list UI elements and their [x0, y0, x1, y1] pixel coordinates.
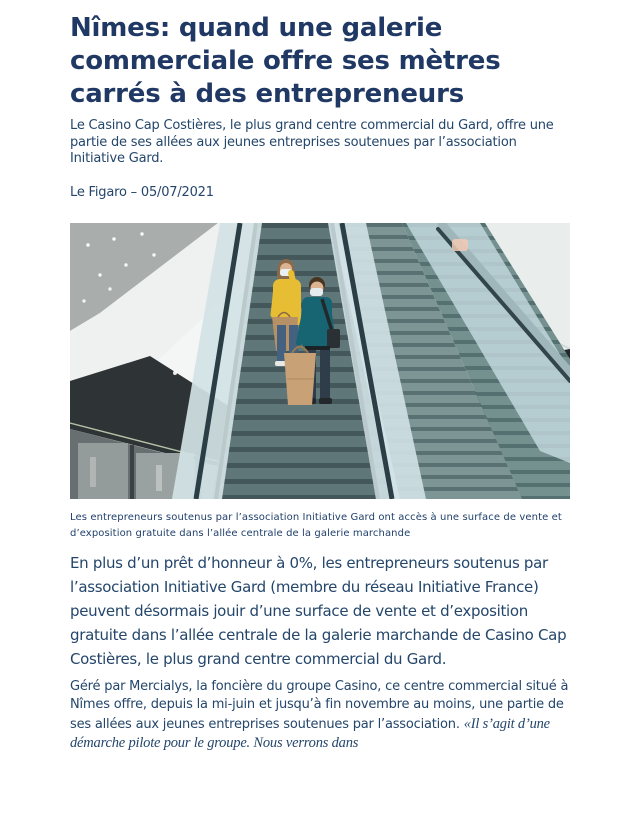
paragraph-lead: En plus d’un prêt d’honneur à 0%, les entrepreneurs soutenus par l’association Initiative Gard (membre du réseau Initiative France) peuvent désormais jouir d’une surface de vente et d’exposition gratuite dans l’allée centrale de la galerie marchande de Casino Cap Costières, le plus grand centre commercial du Gard. — [70, 553, 567, 668]
article-content — [70, 0, 570, 754]
article-byline: Le Figaro – 05/07/2021 — [70, 184, 214, 200]
paragraph-detail-text: Géré par Mercialys, la foncière du groupe Casino, ce centre commercial situé à Nîmes offre, depuis la mi-juin et jusqu’à fin novembre au moins, une partie de ses allées aux jeunes entreprises soutenues par l’association. — [70, 678, 569, 732]
article-lede: Le Casino Cap Costières, le plus grand centre commercial du Gard, offre une partie de ses allées aux jeunes entreprises soutenues par l’association Initiative Gard. — [70, 118, 554, 166]
shoulder-bag — [327, 329, 340, 348]
article-figure — [70, 223, 570, 542]
paragraph-quote: «Il s’agit d’une démarche pilote pour le groupe. Nous verrons dans — [70, 715, 550, 751]
paragraph-detail — [70, 678, 570, 754]
photo-caption: Les entrepreneurs soutenus par l’association Initiative Gard ont accès à une surface de vente et d’exposition gratuite dans l’allée centrale de la galerie marchande — [70, 511, 562, 539]
article-title: Nîmes: quand une galerie commerciale offre ses mètres carrés à des entrepreneurs — [70, 13, 501, 109]
mall-escalator-photo — [70, 223, 570, 499]
